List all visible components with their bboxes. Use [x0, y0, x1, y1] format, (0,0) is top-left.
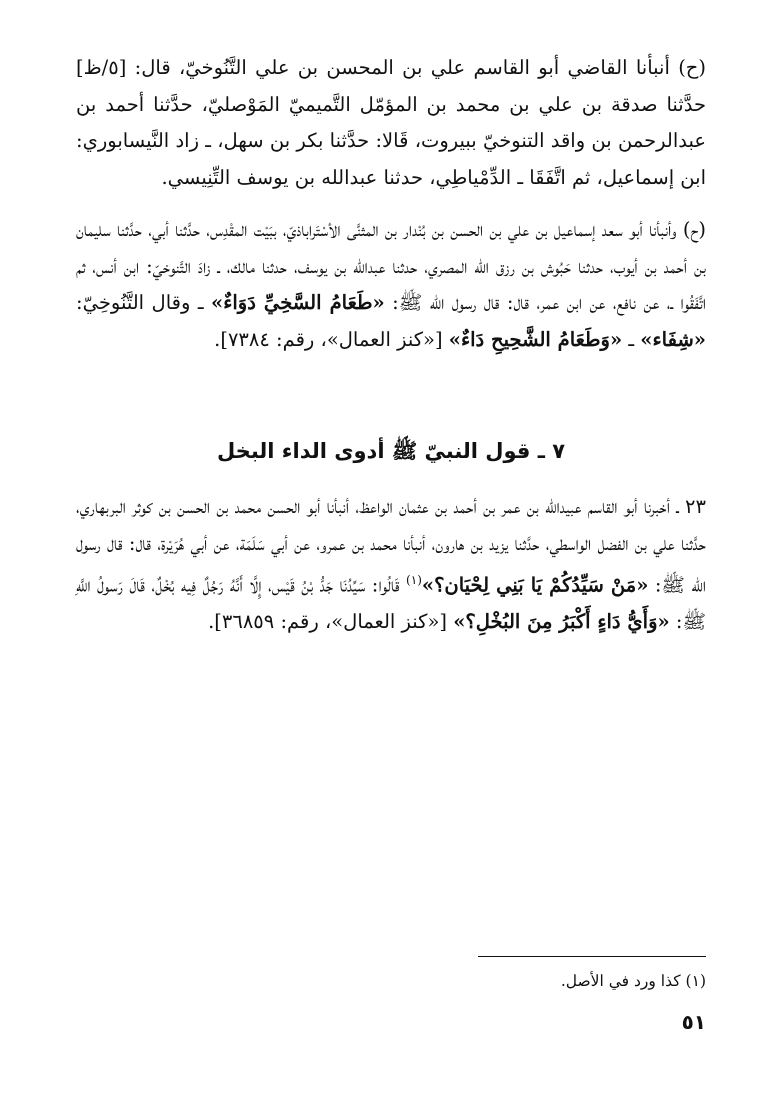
- paragraph-hadith-23: [76, 489, 706, 641]
- hadith-text: «طَعَامُ السَّخِيِّ دَوَاءٌ»: [211, 291, 385, 314]
- footnote-reference[interactable]: (١): [406, 573, 422, 587]
- paragraph-isnad-2-text: ـ وقال التَّنُوخِيّ:: [76, 291, 212, 314]
- hadith-text: «وَطَعَامُ الشَّحِيحِ دَاءٌ»: [448, 327, 623, 351]
- paragraph-hadith-23-text: ٢٣ ـ أخبرنا أبو القاسم عبيدالله بن عمر بن أحمد بن عثمان الواعظ، أنبأنا أبو الحسن محمد بن الحسن بن كوثر البربهاري، حدَّثنا علي بن الفضل الواسطي، حدَّثنا يزيد بن هارون، أنبأنا محمد بن عمرو، عن أبي سَلَمَة، عن أبي هُرَيْرة، قال: قال رسول الله ﷺ:: [76, 495, 707, 597]
- paragraph-isnad-1-text: (ح) أنبأنا القاضي أبو القاسم علي بن المحسن بن علي التَّنُوخيّ، قال: [٥/ظ] حدَّثنا صدقة بن علي بن محمد بن المؤمّل التَّميميّ المَوْصليّ، حدَّثنا أحمد بن عبدالرحمن بن واقد التنوخيّ ببيروت، قَالا: حدَّثنا بكر بن سهل، ـ زاد النَّيسابوري: ابن إسماعيل، ثم اتَّفَقَا ـ الدِّمْياطِي، حدثنا عبدالله بن يوسف التِّنِيسي.: [76, 56, 706, 189]
- paragraph-isnad-1: [76, 50, 706, 196]
- page-body: [76, 50, 707, 1034]
- hadith-text: «شِفَاء»: [640, 327, 706, 351]
- paragraph-isnad-2: [76, 212, 706, 358]
- hadith-text: «مَنْ سَيِّدُكُمْ يَا بَنِي لِحْيَان؟»: [421, 573, 649, 597]
- hadith-text: «وَأَيُّ دَاءٍ أَكْبَرُ مِنَ البُخْلِ؟»: [453, 610, 670, 633]
- paragraph-hadith-23-text: قَالُوا: سَيِّدُنَا جَدُّ بْنُ قَيْس، إِلَّا أَنَّهُ رَجُلٌ فِيه بُخْلٌ، قَالَ رَسولُ اللَّهِ ﷺ:: [76, 573, 706, 633]
- citation-text: [«كنز العمال»، رقم: ٣٦٨٥٩].: [208, 610, 454, 633]
- paragraph-isnad-2-text: ـ: [622, 327, 641, 351]
- section-heading: ٧ ـ قول النبيّ ﷺ أدوى الداء البخل: [216, 439, 566, 463]
- paragraph-isnad-2-text: (ح) وأنبأنا أبو سعد إسماعيل بن علي بن الحسن بن بُنْدار بن المثنَّى الأسْتَراباذيّ، ببَيْت المقْدِس، حدَّثنا أبي، حدَّثنا سليمان بن أحمد بن أيوب، حدثنا حَبُوش بن رزق الله المصري، حدثنا عبدالله بن يوسف، حدثنا مالك، ـ زادَ التَّنوخيّ: ابن أنس، ثم اتَّفَقُوا ـ، عن نافع، عن ابن عمر، قال: قال رسول الله ﷺ:: [76, 218, 706, 314]
- footnote: (١) كذا ورد في الأصل.: [560, 972, 706, 990]
- footnote-divider: [478, 956, 706, 957]
- citation-text: [«كنز العمال»، رقم: ٧٣٨٤].: [214, 327, 449, 351]
- page-number: ٥١: [681, 1010, 706, 1034]
